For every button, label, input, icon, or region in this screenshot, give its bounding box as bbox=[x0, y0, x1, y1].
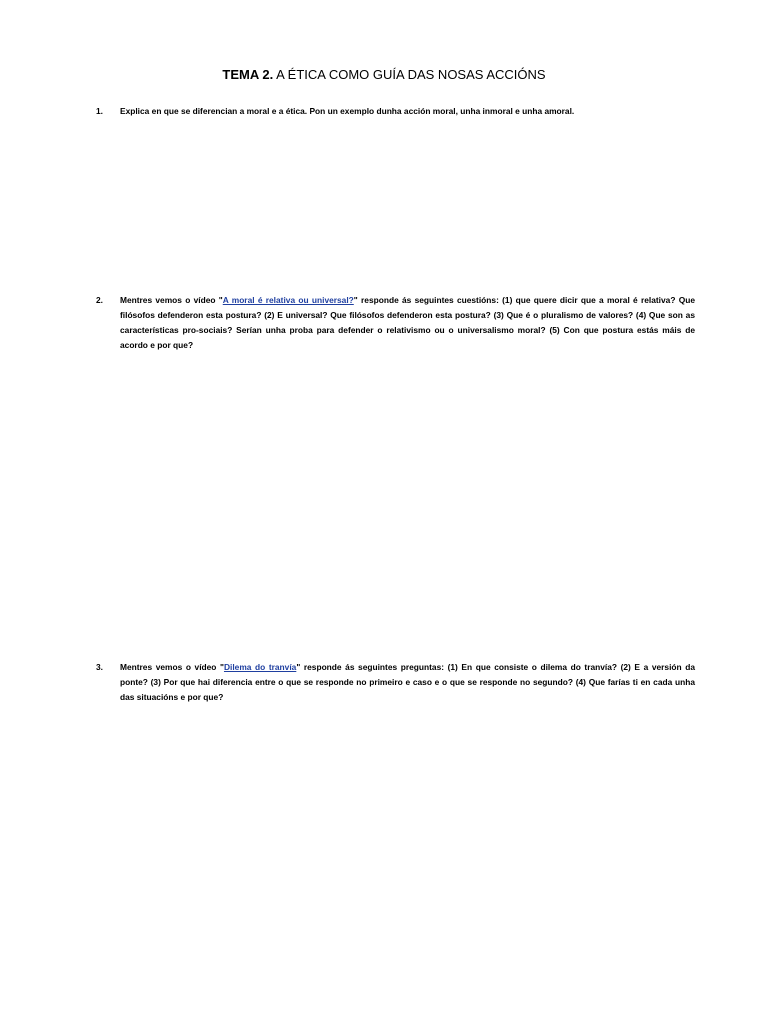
question-text-before: Mentres vemos o vídeo " bbox=[120, 295, 223, 305]
question-text-before: Mentres vemos o vídeo " bbox=[120, 662, 224, 672]
question-text bbox=[120, 660, 695, 705]
question-text: Explica en que se diferencian a moral e a ética. Pon un exemplo dunha acción moral, unha inmoral e unha amoral. bbox=[120, 106, 575, 116]
question-number: 3. bbox=[96, 662, 103, 672]
question-2 bbox=[96, 293, 695, 353]
title-label: TEMA 2. bbox=[222, 67, 274, 82]
question-text-after: " responde ás seguintes cuestións: (1) que quere dicir que a moral é relativa? Que filósofos defenderon esta postura? (2) E universal? Que filósofos defenderon esta postura? (3) Que é o pluralismo de valores? (4) Que son as características pro-sociais? Serían unha proba para defender o relativismo ou o universalismo moral? (5) Con que postura estás máis de acordo e por que? bbox=[120, 295, 695, 350]
question-text-after: " responde ás seguintes preguntas: (1) En que consiste o dilema do tranvía? (2) E a versión da ponte? (3) Por que hai diferencia entre o que se responde no primeiro e caso e o que se responde no segundo? (4) Que farías ti en cada unha das situacións e por que? bbox=[120, 662, 695, 702]
video-link-tranvia[interactable]: Dilema do tranvía bbox=[223, 662, 297, 672]
question-3 bbox=[96, 660, 695, 705]
question-1 bbox=[96, 104, 695, 119]
video-link-moral[interactable]: A moral é relativa ou universal? bbox=[222, 295, 354, 305]
question-number: 2. bbox=[96, 295, 103, 305]
question-number: 1. bbox=[96, 106, 103, 116]
page-title bbox=[0, 67, 768, 83]
question-text bbox=[120, 293, 695, 353]
title-text: A ÉTICA COMO GUÍA DAS NOSAS ACCIÓNS bbox=[273, 67, 546, 82]
